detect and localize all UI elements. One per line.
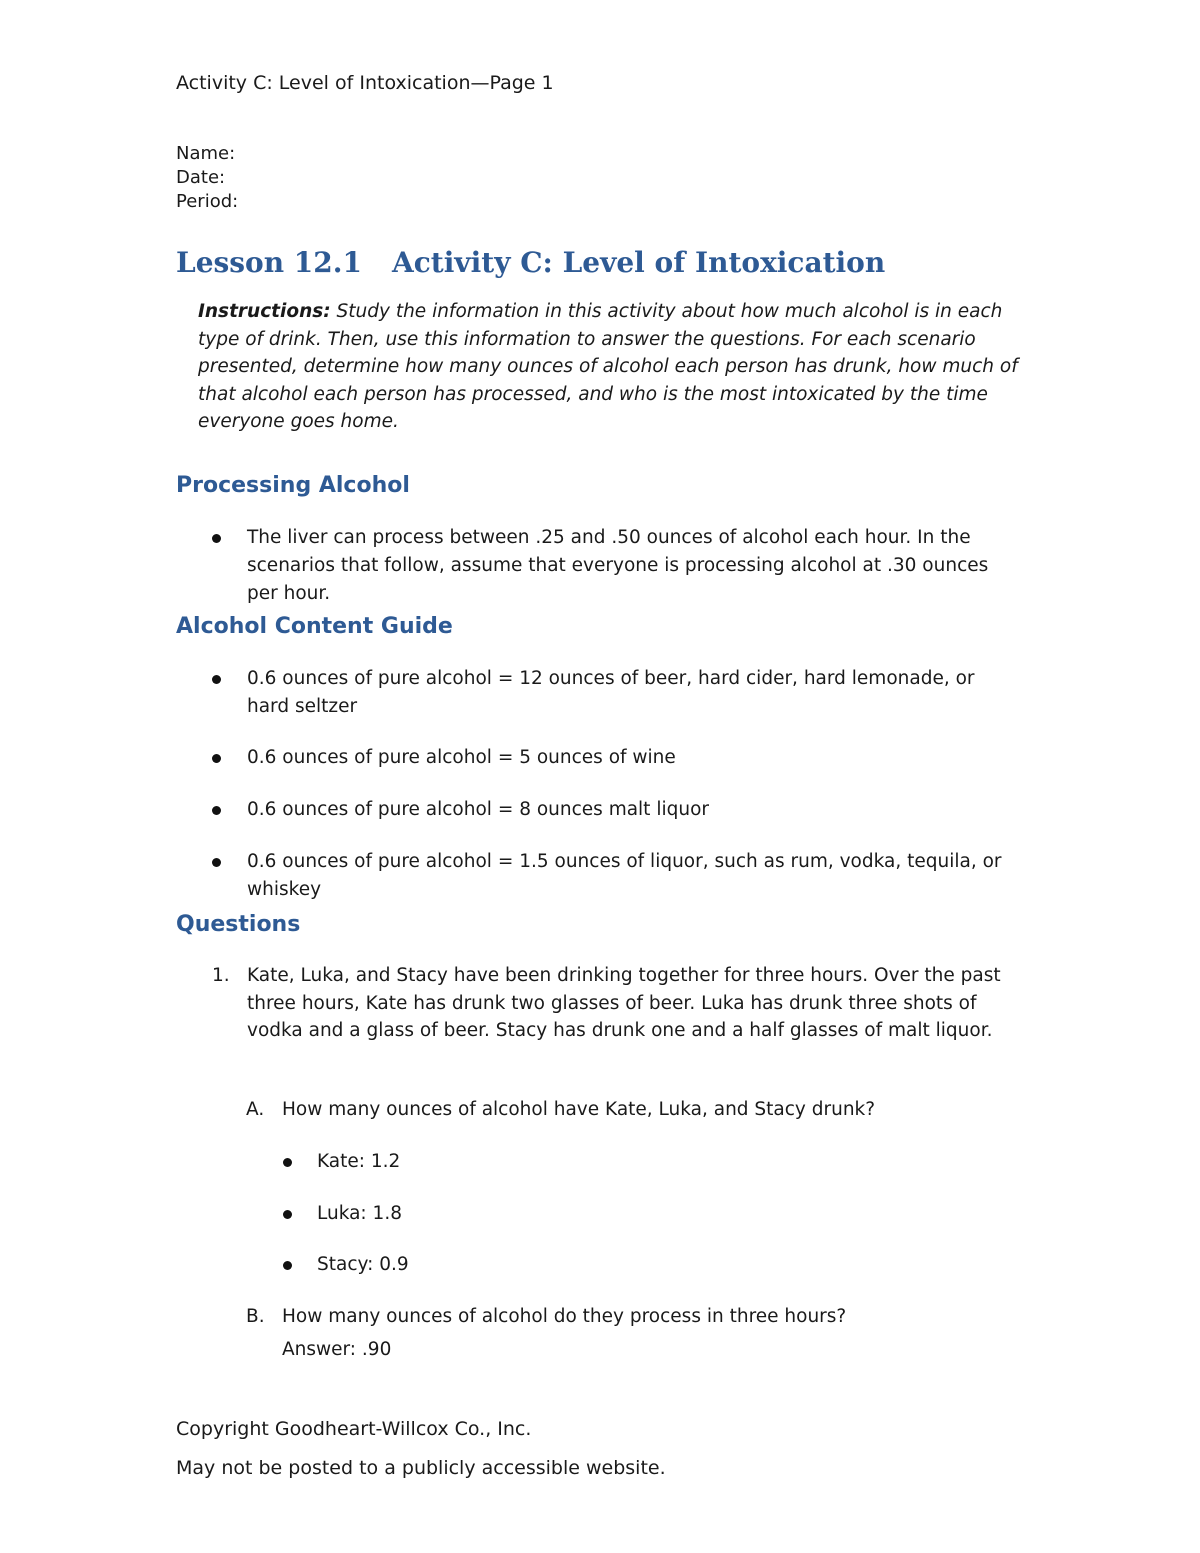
posting-notice: May not be posted to a publicly accessible website.	[176, 1457, 666, 1479]
list-item-text: 0.6 ounces of pure alcohol = 1.5 ounces of liquor, such as rum, vodka, tequila, or whiskey	[247, 851, 1002, 900]
sub-question-text: How many ounces of alcohol do they process in three hours?	[282, 1306, 847, 1327]
lesson-title	[176, 246, 885, 279]
content-guide-heading: Alcohol Content Guide	[176, 614, 453, 639]
list-item	[176, 524, 1026, 608]
page-header: Activity C: Level of Intoxication—Page 1	[176, 72, 554, 94]
list-item	[176, 848, 1026, 904]
name-label: Name:	[176, 143, 236, 164]
answer-item	[176, 1251, 1026, 1279]
answer-text: Luka: 1.8	[317, 1203, 402, 1224]
question-1a	[176, 1096, 1026, 1124]
bullet-icon	[212, 754, 221, 763]
list-item-text: 0.6 ounces of pure alcohol = 5 ounces of wine	[247, 747, 676, 768]
date-label: Date:	[176, 167, 226, 188]
answer-item	[176, 1200, 1026, 1228]
questions-heading: Questions	[176, 912, 301, 937]
instructions-text: Study the information in this activity about how much alcohol is in each type of drink. Then, use this information to answer the questions. For each scenario presented, determine how many ounces of alcohol each person has drunk, how much of that alcohol each person has processed, and who is the most intoxicated by the time everyone goes home.	[198, 301, 1018, 432]
list-item	[176, 796, 1026, 824]
answer-item	[176, 1148, 1026, 1176]
question-1b	[176, 1303, 1026, 1331]
question-text: Kate, Luka, and Stacy have been drinking together for three hours. Over the past three hours, Kate has drunk two glasses of beer. Luka has drunk three shots of vodka and a glass of beer. Stacy has drunk one and a half glasses of malt liquor.	[247, 965, 1001, 1041]
sub-question-marker: B.	[246, 1306, 265, 1327]
answer-text: Kate: 1.2	[317, 1151, 401, 1172]
list-item-text: 0.6 ounces of pure alcohol = 8 ounces malt liquor	[247, 799, 709, 820]
instructions	[198, 298, 1018, 436]
answer-text: Stacy: 0.9	[317, 1254, 409, 1275]
list-item	[176, 744, 1026, 772]
bullet-icon	[283, 1261, 292, 1270]
sub-question-text: How many ounces of alcohol have Kate, Luka, and Stacy drunk?	[282, 1099, 876, 1120]
copyright: Copyright Goodheart-Willcox Co., Inc.	[176, 1418, 532, 1440]
question-1	[176, 962, 1026, 1045]
list-item-text: The liver can process between .25 and .50 ounces of alcohol each hour. In the scenarios that follow, assume that everyone is processing alcohol at .30 ounces per hour.	[247, 527, 989, 604]
list-item	[176, 665, 1026, 721]
bullet-icon	[283, 1210, 292, 1219]
question-number: 1.	[212, 965, 230, 986]
bullet-icon	[212, 806, 221, 815]
lesson-name: Activity C: Level of Intoxication	[392, 246, 886, 279]
processing-heading: Processing Alcohol	[176, 473, 410, 498]
period-label: Period:	[176, 191, 239, 212]
bullet-icon	[212, 858, 221, 867]
bullet-icon	[212, 534, 221, 543]
bullet-icon	[212, 675, 221, 684]
list-item-text: 0.6 ounces of pure alcohol = 12 ounces of beer, hard cider, hard lemonade, or hard seltzer	[247, 668, 975, 717]
answer-b: Answer: .90	[282, 1339, 392, 1360]
instructions-label: Instructions:	[198, 301, 331, 322]
student-info	[176, 142, 238, 214]
lesson-number: Lesson 12.1	[176, 246, 363, 279]
bullet-icon	[283, 1158, 292, 1167]
sub-question-marker: A.	[246, 1099, 265, 1120]
